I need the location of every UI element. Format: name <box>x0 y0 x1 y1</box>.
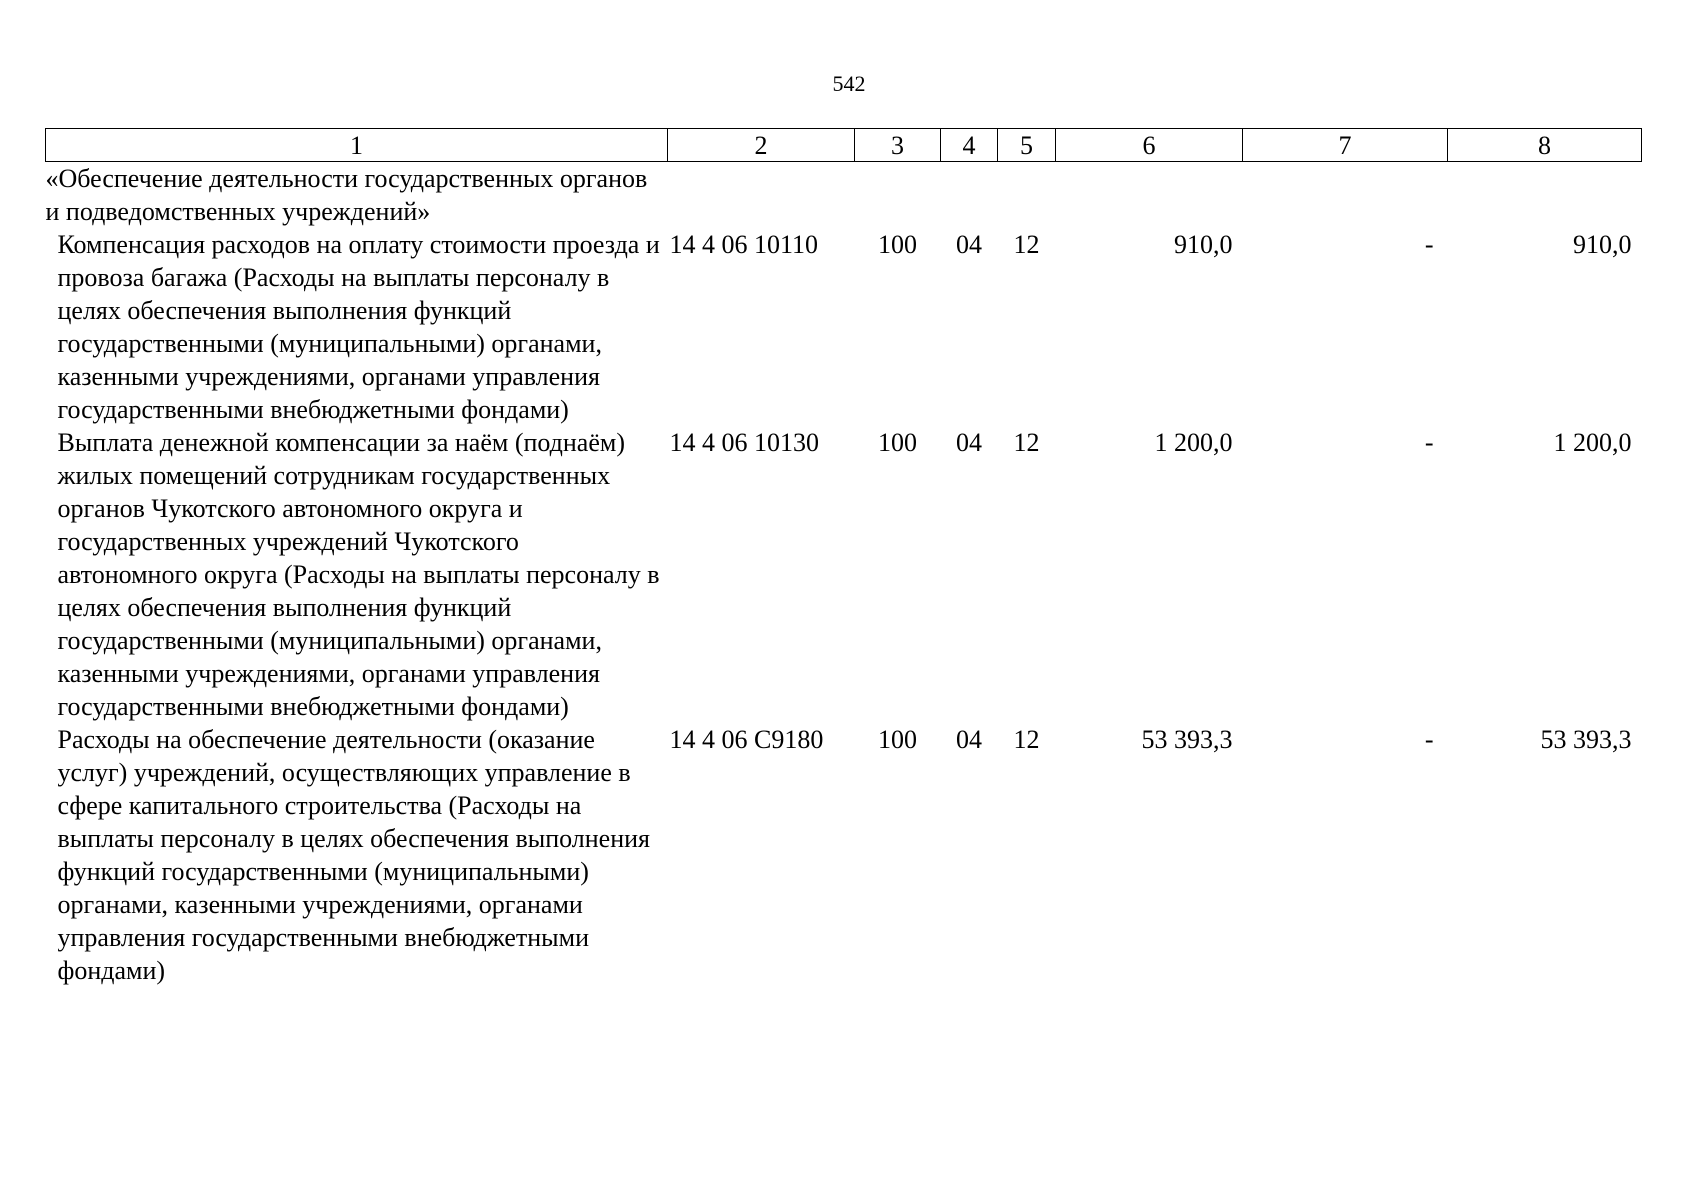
section-header-text: «Обеспечение деятельности государственных органов и подведомственных учреждений» <box>45 164 648 226</box>
column-header-1: 1 <box>46 129 668 162</box>
expense-name: Расходы на обеспечение деятельности (оказание услуг) учреждений, осуществляющих управление в сфере капитального строительства (Расходы на выплаты персоналу в целях обеспечения выполнения функций государственными (муниципальными) органами, казенными учреждениями, органами управления государственными внебюджетными фондами) <box>57 725 651 985</box>
amount-col-6: 53 393,3 <box>1141 725 1233 754</box>
subsection-code: 12 <box>1013 230 1040 259</box>
expense-type-code: 100 <box>878 230 917 259</box>
amount-col-7: - <box>1424 428 1434 457</box>
amount-col-7: - <box>1424 230 1434 259</box>
subsection-code: 12 <box>1013 725 1040 754</box>
section-code: 04 <box>956 230 982 259</box>
section-code: 04 <box>956 428 982 457</box>
column-header-6: 6 <box>1056 129 1243 162</box>
expense-type-code: 100 <box>878 428 917 457</box>
amount-col-7: - <box>1424 725 1434 754</box>
column-header-2: 2 <box>668 129 855 162</box>
amount-col-8: 910,0 <box>1573 230 1632 259</box>
amount-col-8: 1 200,0 <box>1553 428 1632 457</box>
amount-col-6: 1 200,0 <box>1154 428 1233 457</box>
column-header-4: 4 <box>941 129 998 162</box>
table-row <box>46 228 1642 426</box>
amount-col-8: 53 393,3 <box>1540 725 1632 754</box>
table-row <box>46 426 1642 723</box>
expense-name: Выплата денежной компенсации за наём (поднаём) жилых помещений сотрудникам государственных органов Чукотского автономного округа и государственных учреждений Чукотского автономного округа (Расходы на выплаты персоналу в целях обеспечения выполнения функций государственными (муниципальными) органами, казенными учреждениями, органами управления государственными внебюджетными фондами) <box>57 428 660 721</box>
column-header-8: 8 <box>1448 129 1642 162</box>
expense-type-code: 100 <box>878 725 917 754</box>
budget-table <box>45 128 1642 987</box>
column-header-5: 5 <box>998 129 1056 162</box>
program-code: 14 4 06 10130 <box>669 428 819 457</box>
expense-name: Компенсация расходов на оплату стоимости проезда и провоза багажа (Расходы на выплаты персоналу в целях обеспечения выполнения функций государственными (муниципальными) органами, казенными учреждениями, органами управления государственными внебюджетными фондами) <box>57 230 660 424</box>
column-number-header <box>46 129 1642 162</box>
column-header-7: 7 <box>1243 129 1448 162</box>
subsection-code: 12 <box>1013 428 1040 457</box>
program-code: 14 4 06 С9180 <box>669 725 824 754</box>
section-header-row <box>46 162 1642 229</box>
page-number: 542 <box>832 71 866 96</box>
table-row <box>46 723 1642 987</box>
column-header-3: 3 <box>855 129 941 162</box>
amount-col-6: 910,0 <box>1174 230 1233 259</box>
section-code: 04 <box>956 725 982 754</box>
program-code: 14 4 06 10110 <box>669 230 819 259</box>
